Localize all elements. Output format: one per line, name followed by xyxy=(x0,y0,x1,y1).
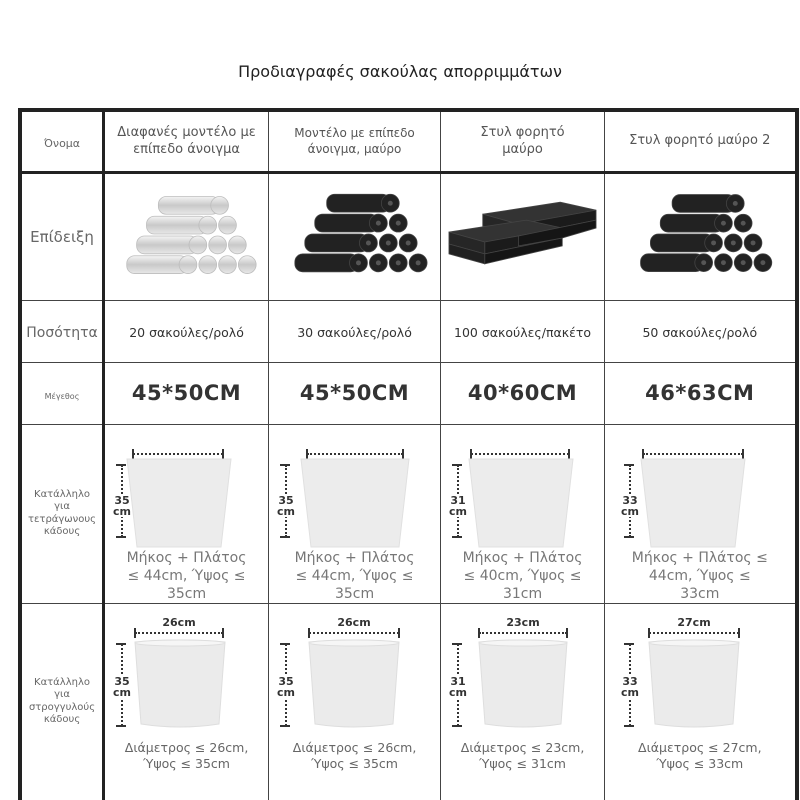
spec-table xyxy=(18,108,799,800)
size-3: 40*60CM xyxy=(441,362,605,424)
round-caption-4: Διάμετρος ≤ 27cm, Ύψος ≤ 33cm xyxy=(638,739,762,771)
black-roll-pyramid-icon xyxy=(269,174,440,300)
square-bin-icon xyxy=(299,457,411,549)
row-label-round: Κατάλληλο για στρογγυλούς κάδους xyxy=(20,603,104,800)
row-label-square: Κατάλληλο για τετράγωνους κάδους xyxy=(20,424,104,603)
square-bin-cell-1 xyxy=(104,424,269,603)
size-4: 46*63CM xyxy=(605,362,797,424)
black-roll-pyramid-icon-2 xyxy=(605,174,795,300)
row-square-bins xyxy=(20,424,797,603)
round-width-label-4: 27cm xyxy=(677,615,711,629)
round-width-label-2: 26cm xyxy=(337,615,371,629)
product-image-3 xyxy=(441,172,605,300)
product-image-1 xyxy=(104,172,269,300)
round-caption-3: Διάμετρος ≤ 23cm, Ύψος ≤ 31cm xyxy=(460,739,585,771)
round-caption-1: Διάμετρος ≤ 26cm, Ύψος ≤ 35cm xyxy=(124,739,249,771)
row-label-size: Μέγεθος xyxy=(20,362,104,424)
row-round-bins xyxy=(20,603,797,800)
round-width-label-3: 23cm xyxy=(506,615,540,629)
size-1: 45*50CM xyxy=(104,362,269,424)
square-bin-icon xyxy=(467,457,575,549)
row-label-quantity: Ποσότητα xyxy=(20,300,104,362)
quantity-4: 50 σακούλες/ρολό xyxy=(605,300,797,362)
square-height-label-1: 35 cm xyxy=(109,495,135,517)
round-height-label-3: 31 cm xyxy=(445,676,471,698)
round-width-label-1: 26cm xyxy=(162,615,196,629)
row-size xyxy=(20,362,797,424)
quantity-3: 100 σακούλες/πακέτο xyxy=(441,300,605,362)
product-name-2: Μοντέλο με επίπεδο άνοιγμα, μαύρο xyxy=(269,110,441,172)
round-bin-cell-2 xyxy=(269,603,441,800)
round-height-label-1: 35 cm xyxy=(109,676,135,698)
round-height-label-4: 33 cm xyxy=(617,676,643,698)
row-display xyxy=(20,172,797,300)
square-bin-cell-4 xyxy=(605,424,797,603)
row-label-name: Όνομα xyxy=(20,110,104,172)
square-bin-cell-3 xyxy=(441,424,605,603)
round-caption-2: Διάμετρος ≤ 26cm, Ύψος ≤ 35cm xyxy=(292,739,417,771)
black-flat-pack-icon xyxy=(441,174,604,300)
product-name-1: Διαφανές μοντέλο με επίπεδο άνοιγμα xyxy=(104,110,269,172)
square-height-label-4: 33 cm xyxy=(617,495,643,517)
round-bin-icon xyxy=(645,638,743,730)
square-caption-1: Μήκος + Πλάτος ≤ 44cm, Ύψος ≤ 35cm xyxy=(126,549,247,602)
quantity-1: 20 σακούλες/ρολό xyxy=(104,300,269,362)
product-image-4 xyxy=(605,172,797,300)
row-label-display: Επίδειξη xyxy=(20,172,104,300)
square-caption-2: Μήκος + Πλάτος ≤ 44cm, Ύψος ≤ 35cm xyxy=(294,549,415,602)
round-bin-icon xyxy=(475,638,571,730)
round-bin-icon xyxy=(131,638,229,730)
round-bin-cell-4 xyxy=(605,603,797,800)
round-bin-icon xyxy=(305,638,403,730)
square-bin-icon xyxy=(125,457,233,549)
clear-roll-pyramid-icon xyxy=(105,174,268,300)
round-bin-cell-1 xyxy=(104,603,269,800)
page-title: Προδιαγραφές σακούλας απορριμμάτων xyxy=(238,62,562,81)
product-image-2 xyxy=(269,172,441,300)
product-name-4: Στυλ φορητό μαύρο 2 xyxy=(605,110,797,172)
square-height-label-3: 31 cm xyxy=(445,495,471,517)
size-2: 45*50CM xyxy=(269,362,441,424)
square-height-label-2: 35 cm xyxy=(273,495,299,517)
square-bin-icon xyxy=(639,457,747,549)
quantity-2: 30 σακούλες/ρολό xyxy=(269,300,441,362)
round-height-label-2: 35 cm xyxy=(273,676,299,698)
square-bin-cell-2 xyxy=(269,424,441,603)
row-quantity xyxy=(20,300,797,362)
row-name xyxy=(20,110,797,172)
square-caption-4: Μήκος + Πλάτος ≤ 44cm, Ύψος ≤ 33cm xyxy=(631,549,768,602)
square-caption-3: Μήκος + Πλάτος ≤ 40cm, Ύψος ≤ 31cm xyxy=(462,549,583,602)
round-bin-cell-3 xyxy=(441,603,605,800)
product-name-3: Στυλ φορητό μαύρο xyxy=(441,110,605,172)
